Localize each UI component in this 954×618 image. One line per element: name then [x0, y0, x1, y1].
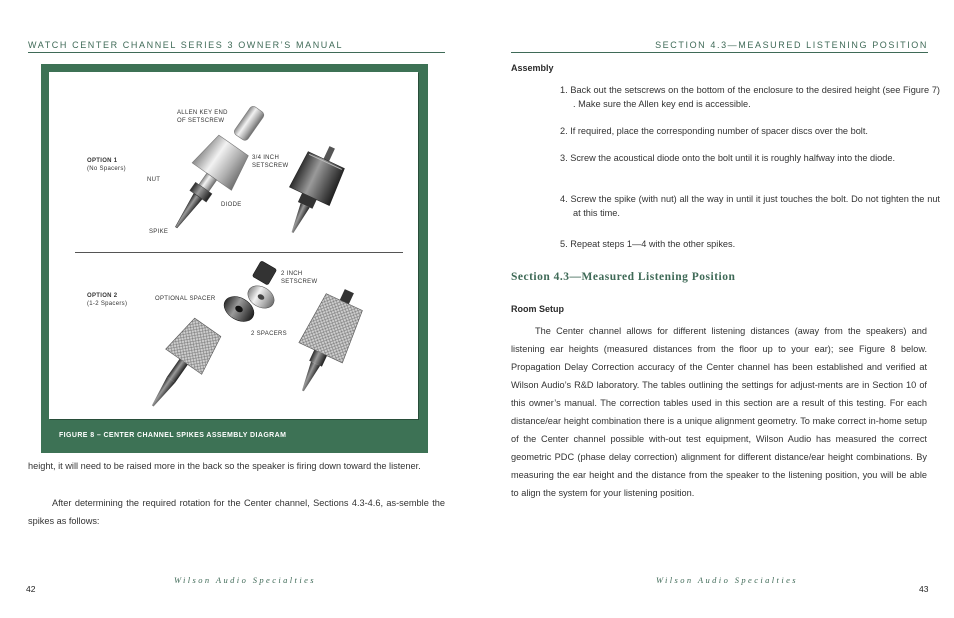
label-setscrew: SETSCREW — [252, 163, 289, 169]
assembly-heading: Assembly — [511, 63, 554, 73]
assembly-step-2: 2. If required, place the corresponding number of spacer discs over the bolt. — [560, 126, 868, 136]
label-setscrew-2: SETSCREW — [281, 279, 318, 285]
assembly-step-1: 1. Back out the setscrews on the bottom of the enclosure to the desired height (see Figure 7) . Make sure the Allen key end is accessible. — [560, 85, 940, 109]
top-spacer — [252, 261, 277, 286]
room-setup-paragraph: The Center channel allows for different listening distances (away from the speakers) and listening ear heights (measured distances from the floor up to your ear); see Figure 8 below. Propagation Delay Correction accuracy of the Center channel has been established and verified at Wilson Audio’s R&D laboratory. The tables outlining the settings for adjust-ments are in Section 10 of this owner’s manual. The correction tables used in this section are a result of this testing. For each distance/ear height combination there is a unique alignment geometry. To make correct in-home setup of the Center channel possible with-out test equipment, Wilson Audio has measured the correct geometric PDC (phase delay correction) alignment for different distance/ear height combinations. By measuring the ear height and the distance from the speaker to the listening position, you will be able to align the system for your listening position. — [511, 326, 927, 498]
assembly-step-3: 3. Screw the acoustical diode onto the bolt until it is roughly halfway into the diode. — [560, 153, 896, 163]
left-continuation-text: height, it will need to be raised more in the back so the speaker is firing down toward the listener. — [28, 461, 421, 471]
footer-right: Wilson Audio Specialties — [656, 575, 798, 585]
label-allen-key-end: ALLEN KEY END — [177, 110, 228, 116]
running-head-left: WATCH CENTER CHANNEL SERIES 3 OWNER’S MANUAL — [28, 40, 344, 50]
option2-exploded-spike — [135, 261, 278, 419]
room-setup-heading: Room Setup — [511, 304, 564, 314]
figure-panel — [49, 72, 418, 419]
section-heading: Section 4.3—Measured Listening Position — [511, 271, 736, 283]
label-optional-spacer: OPTIONAL SPACER — [155, 296, 216, 302]
knurled-diode — [166, 315, 226, 375]
assembly-step-5: 5. Repeat steps 1—4 with the other spikes. — [560, 239, 736, 249]
figure-8 — [41, 64, 428, 453]
label-nut: NUT — [147, 177, 161, 183]
spike-illustrations — [49, 72, 418, 419]
setscrew-cylinder — [233, 105, 266, 142]
figure-caption: FIGURE 8 – CENTER CHANNEL SPIKES ASSEMBLY DIAGRAM — [59, 432, 287, 439]
label-option-2: OPTION 2 — [87, 293, 118, 299]
left-paragraph-2: After determining the required rotation for the Center channel, Sections 4.3-4.6, as-semble the spikes as follows: — [28, 498, 445, 526]
option2-assembled-spike — [281, 281, 371, 401]
running-head-right: SECTION 4.3—MEASURED LISTENING POSITION — [655, 40, 928, 50]
header-rule-left — [28, 52, 445, 53]
option1-exploded-spike — [157, 96, 279, 241]
page-number-right: 43 — [919, 584, 929, 594]
header-rule-right — [511, 52, 928, 53]
page-number-left: 42 — [26, 584, 36, 594]
label-one-two-spacers: (1-2 Spacers) — [87, 301, 128, 307]
label-diode: DIODE — [221, 202, 242, 208]
footer-left: Wilson Audio Specialties — [174, 575, 316, 585]
label-spike: SPIKE — [149, 229, 169, 235]
label-no-spacers: (No Spacers) — [87, 166, 126, 172]
spike-tip — [172, 193, 202, 230]
label-two-inch: 2 INCH — [281, 271, 303, 277]
label-option-1: OPTION 1 — [87, 158, 118, 164]
label-two-spacers: 2 SPACERS — [251, 331, 287, 337]
assembly-step-4: 4. Screw the spike (with nut) all the way in until it just touches the bolt. Do not tighten the nut at this time. — [560, 194, 940, 218]
label-of-setscrew: OF SETSCREW — [177, 118, 225, 124]
label-three-quarter-inch: 3/4 INCH — [252, 155, 280, 161]
option1-assembled-spike — [273, 138, 353, 242]
